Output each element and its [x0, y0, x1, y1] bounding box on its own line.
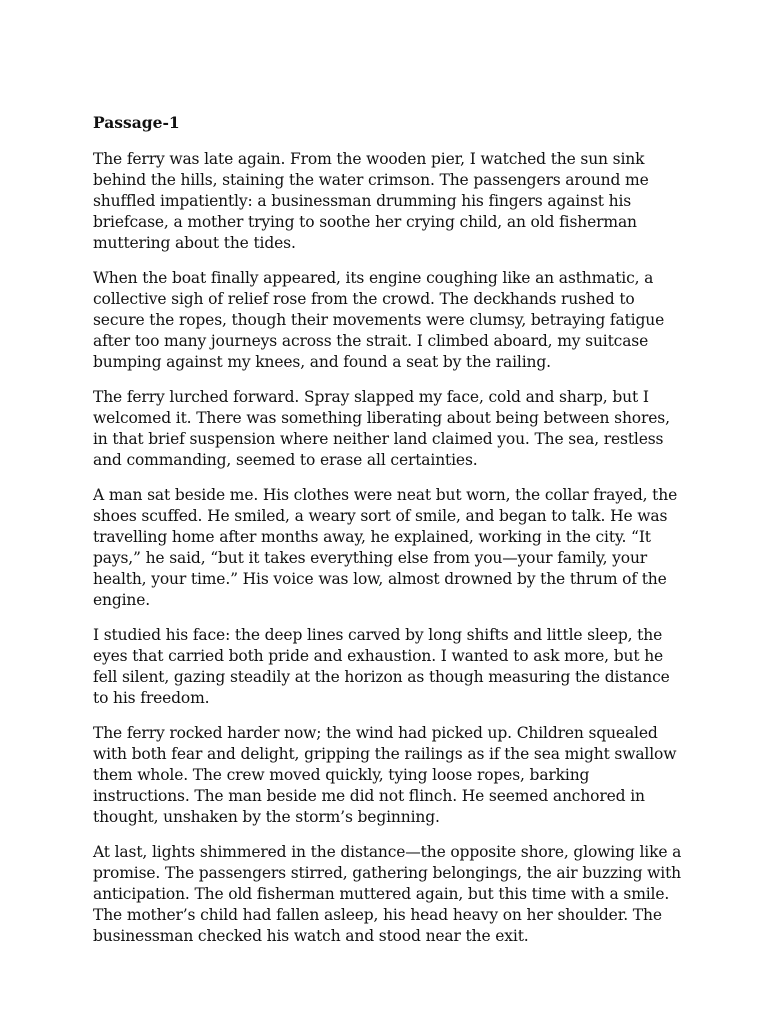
paragraph-3: The ferry lurched forward. Spray slapped my face, cold and sharp, but I welcomed it. There was something liberating about being between shores, in that brief suspension where neither land claimed you. The sea, restless and commanding, seemed to erase all certainties. — [93, 388, 670, 469]
paragraph-6: The ferry rocked harder now; the wind had picked up. Children squealed with both fear and delight, gripping the railings as if the sea might swallow them whole. The crew moved quickly, tying loose ropes, barking instructions. The man beside me did not flinch. He seemed anchored in thought, unshaken by the storm’s beginning. — [93, 724, 677, 826]
paragraph-2: When the boat finally appeared, its engine coughing like an asthmatic, a collective sigh of relief rose from the crowd. The deckhands rushed to secure the ropes, though their movements were clumsy, betraying fatigue after too many journeys across the strait. I climbed aboard, my suitcase bumping against my knees, and found a seat by the railing. — [93, 269, 665, 371]
document-page — [93, 112, 683, 961]
passage-heading: Passage-1 — [93, 113, 180, 132]
paragraph-1: The ferry was late again. From the wooden pier, I watched the sun sink behind the hills, staining the water crimson. The passengers around me shuffled impatiently: a businessman drumming his fingers against his briefcase, a mother trying to soothe her crying child, an old fisherman muttering about the tides. — [93, 150, 649, 252]
paragraph-4: A man sat beside me. His clothes were neat but worn, the collar frayed, the shoes scuffed. He smiled, a weary sort of smile, and began to talk. He was travelling home after months away, he explained, working in the city. “It pays,” he said, “but it takes everything else from you—your family, your health, your time.” His voice was low, almost drowned by the thrum of the engine. — [93, 486, 678, 609]
paragraph-7: At last, lights shimmered in the distance—the opposite shore, glowing like a promise. The passengers stirred, gathering belongings, the air buzzing with anticipation. The old fisherman muttered again, but this time with a smile. The mother’s child had fallen asleep, his head heavy on her shoulder. The businessman checked his watch and stood near the exit. — [93, 843, 682, 945]
paragraph-5: I studied his face: the deep lines carved by long shifts and little sleep, the eyes that carried both pride and exhaustion. I wanted to ask more, but he fell silent, gazing steadily at the horizon as though measuring the distance to his freedom. — [93, 626, 670, 707]
